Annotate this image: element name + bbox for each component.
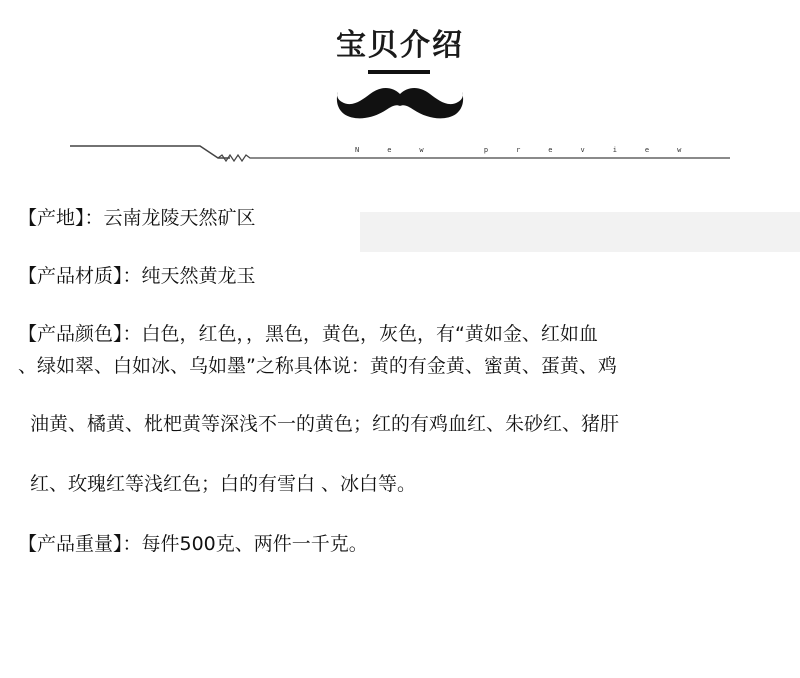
title-underline [368, 70, 430, 74]
header [0, 0, 800, 190]
weight-line: 【产品重量】：每件500克、两件一千克。 [18, 533, 368, 555]
color-line-3: 油黄、橘黄、枇杷黄等深浅不一的黄色；红的有鸡血红、朱砂红、猪肝 [30, 413, 620, 435]
preview-subtitle: New preview [355, 146, 710, 154]
mustache-icon [334, 84, 467, 124]
color-line-1: 【产品颜色】：白色，红色，，黑色，黄色，灰色，有“黄如金、红如血 [18, 323, 598, 345]
page-title: 宝贝介绍 [336, 28, 464, 63]
origin-line: 【产地】：云南龙陵天然矿区 [18, 207, 256, 229]
material-line: 【产品材质】：纯天然黄龙玉 [18, 265, 256, 287]
color-line-2: 、绿如翠、白如冰、乌如墨”之称具体说：黄的有金黄、蜜黄、蛋黄、鸡 [18, 355, 617, 377]
color-line-4: 红、玫瑰红等浅红色；白的有雪白 、冰白等。 [30, 473, 417, 495]
decorative-gray-bar [360, 212, 800, 252]
